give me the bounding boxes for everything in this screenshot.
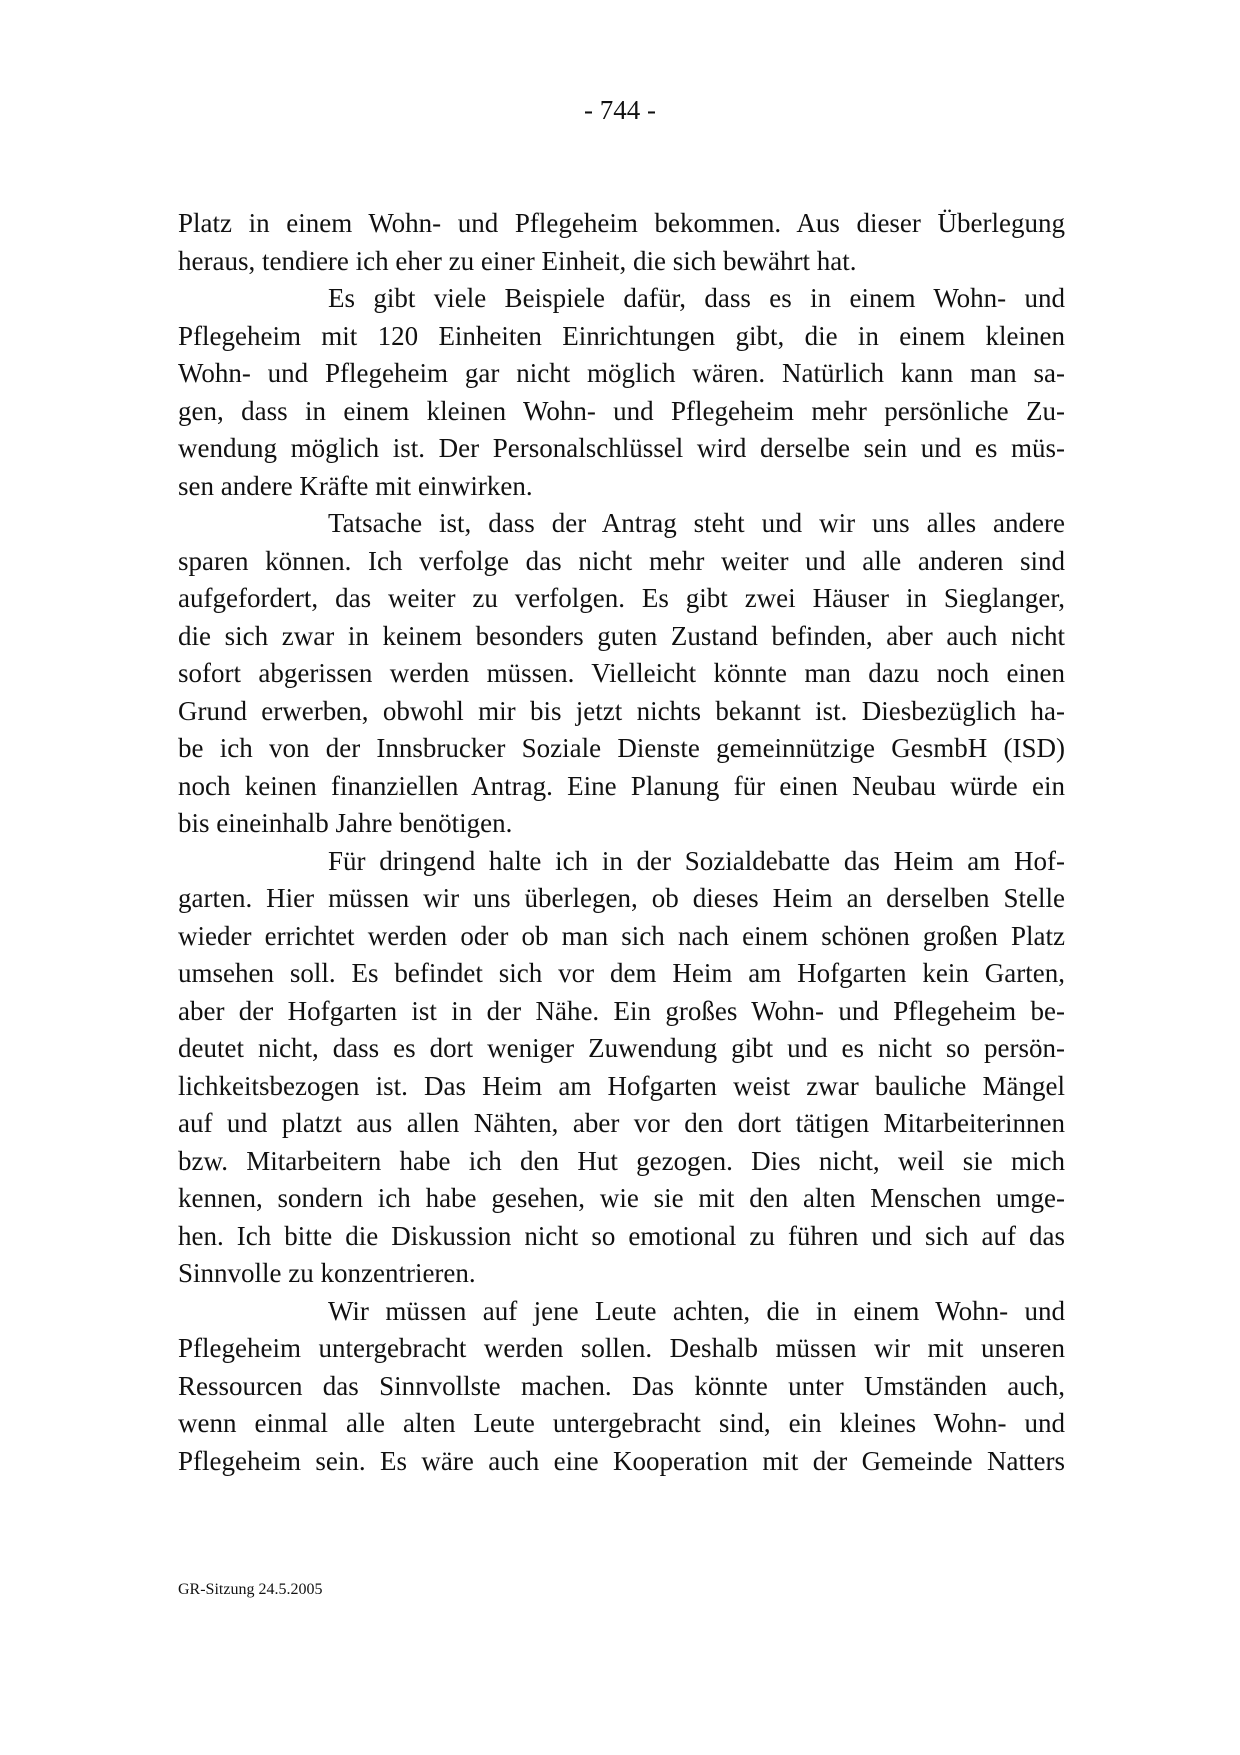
- text-line: Wohn- und Pflegeheim gar nicht möglich wären. Natürlich kann man sa-: [178, 358, 1065, 388]
- text-line: Pflegeheim mit 120 Einheiten Einrichtungen gibt, die in einem kleinen: [178, 320, 1065, 351]
- text-line: garten. Hier müssen wir uns überlegen, ob dieses Heim an derselben Stelle: [178, 883, 1065, 913]
- text-line: Platz in einem Wohn- und Pflegeheim bekommen. Aus dieser Überlegung: [178, 208, 1065, 238]
- text-line: kennen, sondern ich habe gesehen, wie sie mit den alten Menschen umge-: [178, 1183, 1065, 1213]
- text-line: Sinnvolle zu konzentrieren.: [178, 1258, 476, 1288]
- body-text: [178, 205, 1065, 1480]
- text-line: umsehen soll. Es befindet sich vor dem Heim am Hofgarten kein Garten,: [178, 958, 1065, 988]
- text-line: Pflegeheim sein. Es wäre auch eine Kooperation mit der Gemeinde Natters: [178, 1445, 1065, 1476]
- page-number: - 744 -: [584, 95, 656, 125]
- footer-session-date: GR-Sitzung 24.5.2005: [178, 1581, 323, 1598]
- text-line: wenn einmal alle alten Leute untergebracht sind, ein kleines Wohn- und: [178, 1408, 1065, 1438]
- text-line: wendung möglich ist. Der Personalschlüssel wird derselbe sein und es müs-: [178, 433, 1065, 463]
- text-line: deutet nicht, dass es dort weniger Zuwendung gibt und es nicht so persön-: [178, 1033, 1065, 1063]
- text-line: sen andere Kräfte mit einwirken.: [178, 470, 533, 501]
- text-line: bzw. Mitarbeitern habe ich den Hut gezogen. Dies nicht, weil sie mich: [178, 1145, 1065, 1176]
- text-line: Für dringend halte ich in der Sozialdebatte das Heim am Hof-: [328, 845, 1065, 876]
- text-line: Es gibt viele Beispiele dafür, dass es in einem Wohn- und: [328, 283, 1065, 313]
- text-line: Pflegeheim untergebracht werden sollen. Deshalb müssen wir mit unseren: [178, 1333, 1065, 1363]
- text-line: Ressourcen das Sinnvollste machen. Das könnte unter Umständen auch,: [178, 1370, 1065, 1401]
- text-line: aber der Hofgarten ist in der Nähe. Ein großes Wohn- und Pflegeheim be-: [178, 995, 1065, 1026]
- text-line: be ich von der Innsbrucker Soziale Dienste gemeinnützige GesmbH (ISD): [178, 733, 1065, 763]
- text-line: Wir müssen auf jene Leute achten, die in einem Wohn- und: [328, 1295, 1065, 1326]
- text-line: auf und platzt aus allen Nähten, aber vor den dort tätigen Mitarbeiterinnen: [178, 1108, 1065, 1138]
- text-line: gen, dass in einem kleinen Wohn- und Pflegeheim mehr persönliche Zu-: [178, 395, 1065, 426]
- paragraph: [178, 205, 1065, 280]
- text-line: heraus, tendiere ich eher zu einer Einheit, die sich bewährt hat.: [178, 245, 857, 276]
- text-line: noch keinen finanziellen Antrag. Eine Planung für einen Neubau würde ein: [178, 770, 1065, 801]
- paragraph: [178, 505, 1065, 843]
- text-line: wieder errichtet werden oder ob man sich nach einem schönen großen Platz: [178, 920, 1065, 951]
- text-line: Grund erwerben, obwohl mir bis jetzt nichts bekannt ist. Diesbezüglich ha-: [178, 695, 1065, 726]
- text-line: aufgefordert, das weiter zu verfolgen. Es gibt zwei Häuser in Sieglanger,: [178, 583, 1065, 613]
- text-line: die sich zwar in keinem besonders guten Zustand befinden, aber auch nicht: [178, 620, 1065, 651]
- text-line: hen. Ich bitte die Diskussion nicht so emotional zu führen und sich auf das: [178, 1220, 1065, 1251]
- text-line: sparen können. Ich verfolge das nicht mehr weiter und alle anderen sind: [178, 545, 1065, 576]
- paragraph: [178, 1293, 1065, 1481]
- text-line: Tatsache ist, dass der Antrag steht und wir uns alles andere: [328, 508, 1065, 538]
- paragraph: [178, 843, 1065, 1293]
- text-line: bis eineinhalb Jahre benötigen.: [178, 808, 513, 838]
- paragraph: [178, 280, 1065, 505]
- text-line: lichkeitsbezogen ist. Das Heim am Hofgarten weist zwar bauliche Mängel: [178, 1070, 1065, 1101]
- text-line: sofort abgerissen werden müssen. Vielleicht könnte man dazu noch einen: [178, 658, 1065, 688]
